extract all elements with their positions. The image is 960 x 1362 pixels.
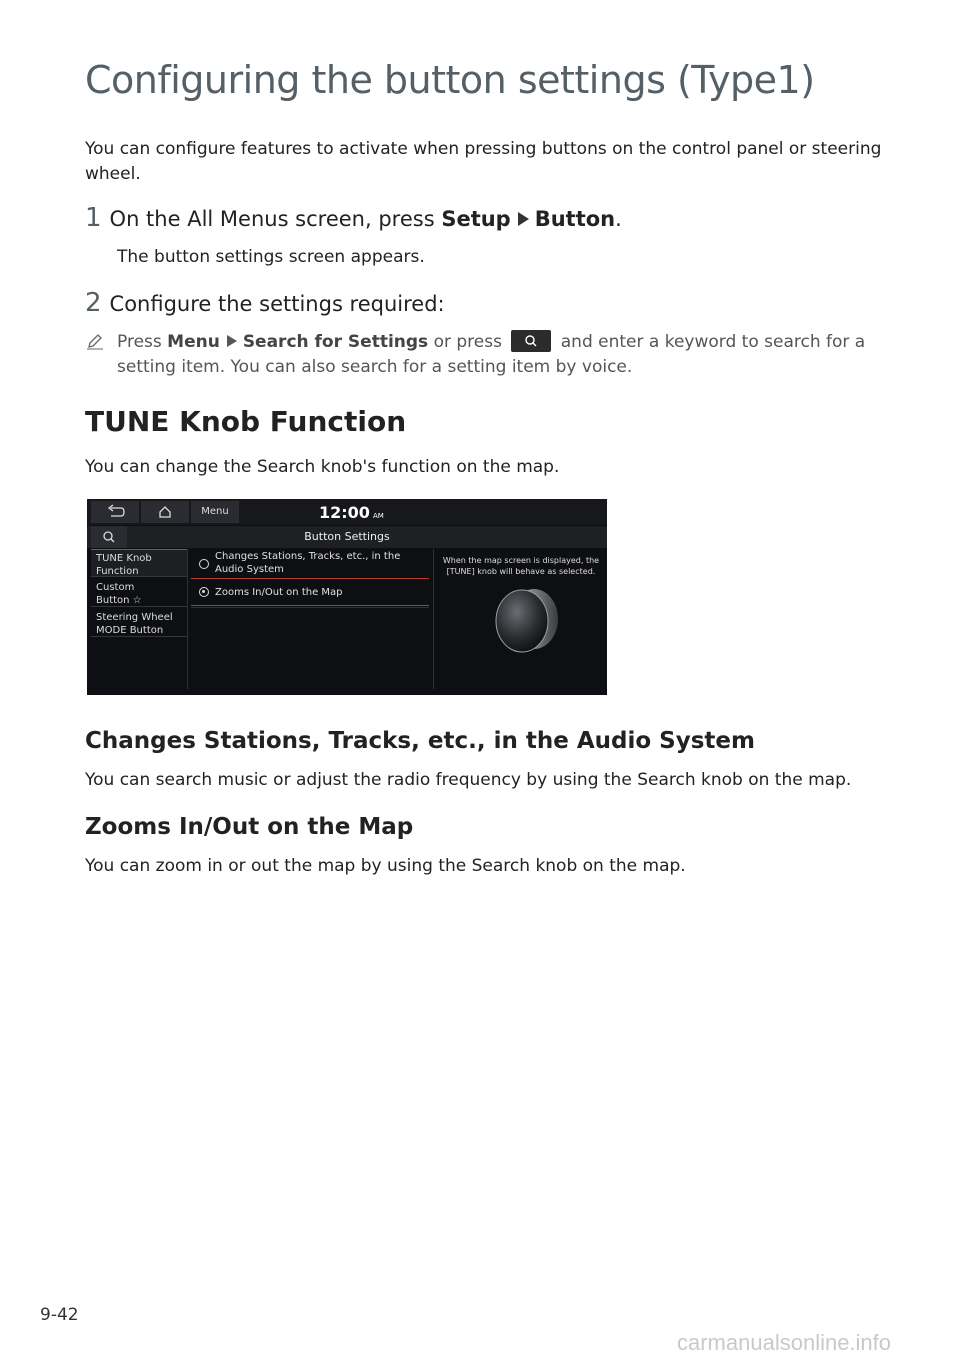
home-icon xyxy=(141,501,189,523)
subsection-audio-text: You can search music or adjust the radio frequency by using the Search knob on the map. xyxy=(85,770,852,790)
radio-unselected[interactable] xyxy=(199,559,209,569)
search-button-icon xyxy=(511,330,551,352)
back-icon xyxy=(91,501,139,523)
screen-header xyxy=(87,526,607,548)
sidebar-label: Function xyxy=(96,566,139,577)
subsection-zoom-text: You can zoom in or out the map by using the Search knob on the map. xyxy=(85,856,686,876)
arrow-right-icon xyxy=(227,335,237,347)
step-1 xyxy=(85,203,622,233)
note-menu: Menu xyxy=(167,332,220,352)
back-button[interactable] xyxy=(91,501,139,523)
option-label: Changes Stations, Tracks, etc., in the xyxy=(215,551,401,562)
sidebar-item-tune-knob[interactable] xyxy=(91,549,187,577)
note-search-for-settings: Search for Settings xyxy=(242,332,429,352)
sidebar-item-custom-button[interactable] xyxy=(91,579,187,607)
sidebar-item-steering-mode[interactable] xyxy=(91,609,187,637)
menu-button[interactable]: Menu xyxy=(191,501,239,523)
status-bar xyxy=(87,499,607,525)
step-1-number: 1 xyxy=(85,203,102,233)
note-rest: and enter a keyword to search for a setting item. You can also search for a setting item by voice. xyxy=(117,332,866,377)
clock-ampm: AM xyxy=(372,512,384,520)
note-or-press: or press xyxy=(428,332,508,352)
watermark: carmanualsonline.info xyxy=(677,1330,892,1355)
note-press: Press xyxy=(117,332,168,352)
home-button[interactable] xyxy=(141,501,189,523)
intro-text: You can configure features to activate when pressing buttons on the control panel or steering wheel. xyxy=(85,139,882,184)
section-text: You can change the Search knob's function on the map. xyxy=(85,457,560,477)
clock-time: 12:00 xyxy=(319,503,370,522)
step-2 xyxy=(85,288,445,318)
subsection-zoom-heading: Zooms In/Out on the Map xyxy=(85,814,414,840)
button-settings-screen xyxy=(87,499,607,695)
panel-divider xyxy=(433,549,434,689)
sidebar-label: TUNE Knob xyxy=(96,553,152,564)
radio-selected[interactable] xyxy=(199,587,209,597)
option-zoom-map[interactable] xyxy=(191,580,429,606)
clock xyxy=(319,503,384,522)
step-1-suffix: . xyxy=(615,207,622,231)
step-1-prefix: On the All Menus screen, press xyxy=(109,207,442,231)
step-2-number: 2 xyxy=(85,288,102,318)
note xyxy=(117,330,877,380)
section-heading: TUNE Knob Function xyxy=(85,405,407,438)
sidebar-label: Button ☆ xyxy=(96,595,142,606)
step-1-result: The button settings screen appears. xyxy=(117,247,425,267)
page-title: Configuring the button settings (Type1) xyxy=(85,58,815,102)
sidebar-label: MODE Button xyxy=(96,625,164,636)
step-1-button: Button xyxy=(534,207,616,231)
sidebar-divider xyxy=(187,549,188,689)
description-text: When the map screen is displayed, the [TUNE] knob will behave as selected. xyxy=(442,556,600,576)
sidebar-label: Steering Wheel xyxy=(96,612,173,623)
page-number: 9-42 xyxy=(40,1305,79,1325)
knob-icon xyxy=(482,581,572,661)
pencil-note-icon xyxy=(86,332,104,350)
subsection-audio-heading: Changes Stations, Tracks, etc., in the Audio System xyxy=(85,728,755,754)
option-audio-system[interactable] xyxy=(191,550,429,579)
search-icon xyxy=(511,330,551,352)
step-1-setup: Setup xyxy=(441,207,511,231)
option-label: Audio System xyxy=(215,564,284,575)
options-divider xyxy=(191,607,429,608)
screen-title: Button Settings xyxy=(304,530,390,543)
arrow-right-icon xyxy=(518,212,529,226)
sidebar-label: Custom xyxy=(96,582,135,593)
step-2-text: Configure the settings required: xyxy=(109,292,445,316)
option-label: Zooms In/Out on the Map xyxy=(215,587,343,598)
